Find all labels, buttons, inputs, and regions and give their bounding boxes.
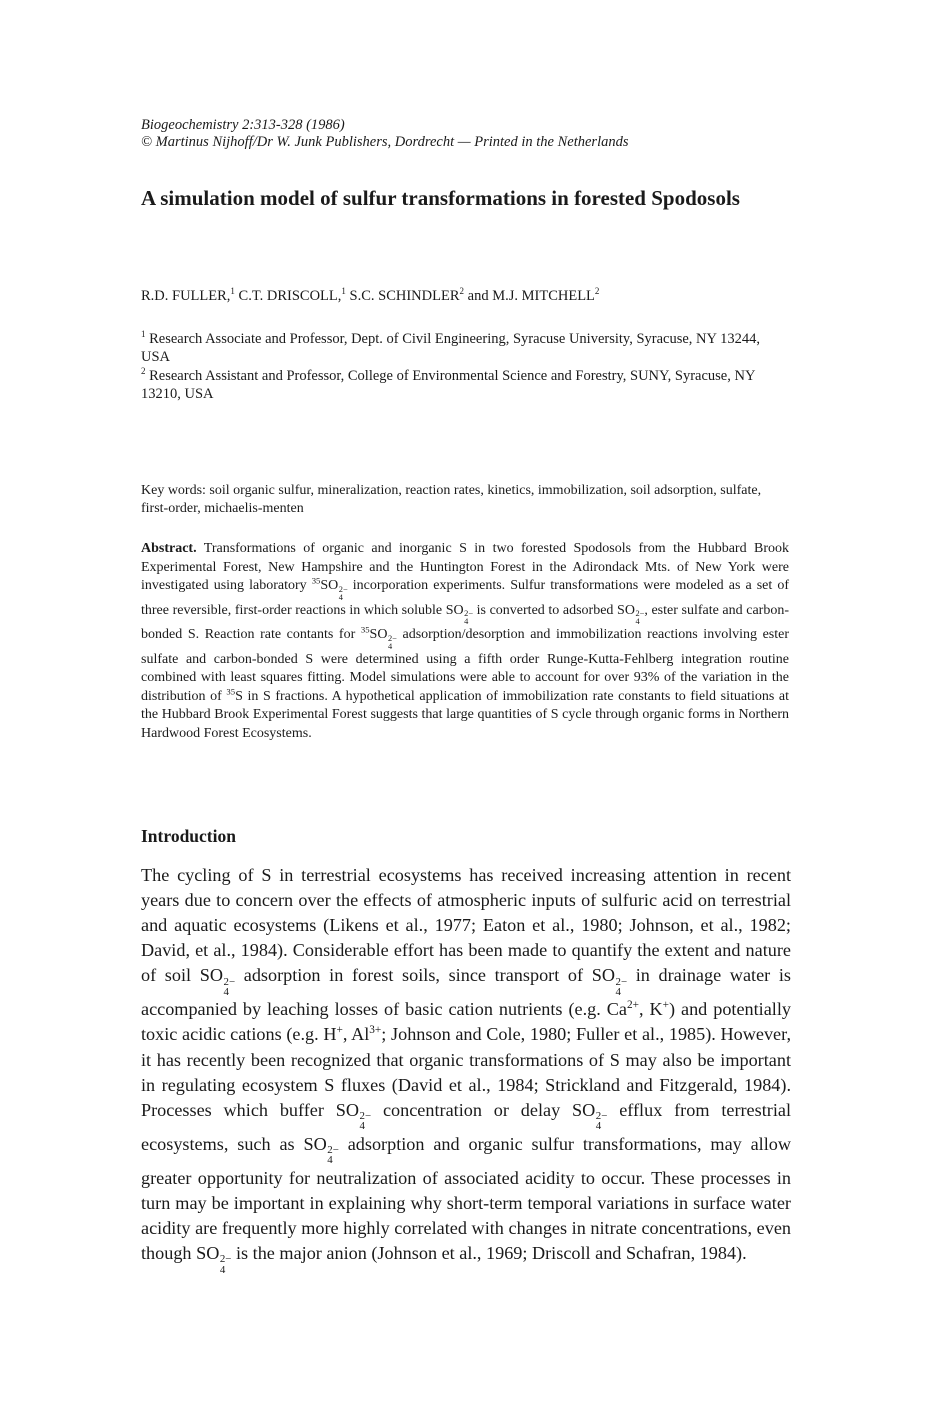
author-list [141, 287, 599, 305]
author-name: R.D. FULLER, [141, 288, 231, 304]
author-name: and M.J. MITCHELL [464, 288, 595, 304]
affiliation-mark: 1 [141, 329, 146, 340]
keywords: Key words: soil organic sulfur, mineralization, reaction rates, kinetics, immobilization, soil adsorption, sulfate, first-order, michaelis-menten [141, 483, 762, 516]
affiliation-text: Research Assistant and Professor, College of Environmental Science and Forestry, SUNY, Syracuse, NY 13210, USA [141, 368, 755, 402]
abstract: Abstract. Transformations of organic and inorganic S in two forested Spodosols from the Hubbard Brook Experimental Forest, New Hampshire and the Huntington Forest in the Adirondack Mts. of New York were investigated using laboratory $^{35}$SO 2− 4 incorporation experiments. Sulfur transformations were modeled as a set of three reversible, first-order reactions in which soluble SO 2− 4 is converted to adsorbed SO 2− 4 , ester sulfate and carbon-bonded S. Reaction rate contants for $^{35}$SO 2− 4 adsorption/desorption and immobilization reactions involving ester sulfate and carbon-bonded S were determined using a fifth order Runge-Kutta-Fehlberg integration routine combined with least squares fitting. Model simulations were able to account for over 93% of the variation in the distribution of $^{35}$S in S fractions. A hypothetical application of immobilization rate constants to field situations at the Hubbard Brook Experimental Forest suggests that large quantities of S cycle through organic forms in Northern Hardwood Forest Ecosystems. [141, 541, 790, 742]
abstract-label: Abstract. [141, 541, 197, 556]
introduction-paragraph: The cycling of S in terrestrial ecosystems has received increasing attention in recent years due to concern over the effects of atmospheric inputs of sulfuric acid on terrestrial and aquatic ecosystems (Likens et al., 1977; Eaton et al., 1980; Johnson, et al., 1982; David, et al., 1984). Considerable effort has been made to quantify the extent and nature of soil SO 2− 4 adsorption in forest soils, since transport of SO 2− 4 in drainage water is accompanied by leaching losses of basic cation nutrients (e.g. $Ca^{2+}$, K+) and potentially toxic acidic cations (e.g. H+, $Al^{3+}$; Johnson and Cole, 1980; Fuller et al., 1985). However, it has recently been recognized that organic transformations of S may also be important in regulating ecosystem S fluxes (David et al., 1984; Strickland and Fitzgerald, 1984). Processes which buffer SO 2− 4 concentration or delay SO 2− 4 efflux from terrestrial ecosystems, such as SO 2− 4 adsorption and organic sulfur transformations, may allow greater opportunity for neutralization of associated acidity to occur. These processes in turn may be important in explaining why short-term temporal variations in surface water acidity are frequently more highly correlated with changes in nitrate concentrations, even though SO 2− 4 is the major anion (Johnson et al., 1969; Driscoll and Schafran, 1984). [141, 865, 792, 1276]
affiliation-mark: 1 [230, 286, 235, 297]
publisher-line: © Martinus Nijhoff/Dr W. Junk Publishers, Dordrecht — Printed in the Netherlands [141, 134, 629, 150]
article-title: A simulation model of sulfur transformations in forested Spodosols [141, 186, 740, 210]
author-name: S.C. SCHINDLER [345, 288, 460, 304]
sulfate-ion-charge: 2− 4 [338, 584, 348, 602]
affiliation-1 [141, 330, 781, 366]
affiliation-2 [141, 367, 781, 403]
affiliation-mark: 2 [594, 286, 600, 297]
affiliation-text: Research Associate and Professor, Dept. of Civil Engineering, Syracuse University, Syracuse, NY 13244, USA [141, 331, 760, 365]
journal-citation: Biogeochemistry 2:313-328 (1986) [141, 117, 345, 133]
section-heading-introduction: Introduction [141, 826, 236, 846]
author-name: C.T. DRISCOLL, [234, 288, 342, 304]
affiliation-mark: 2 [141, 366, 146, 377]
affiliation-mark: 2 [459, 286, 465, 297]
affiliation-mark: 1 [341, 286, 346, 297]
